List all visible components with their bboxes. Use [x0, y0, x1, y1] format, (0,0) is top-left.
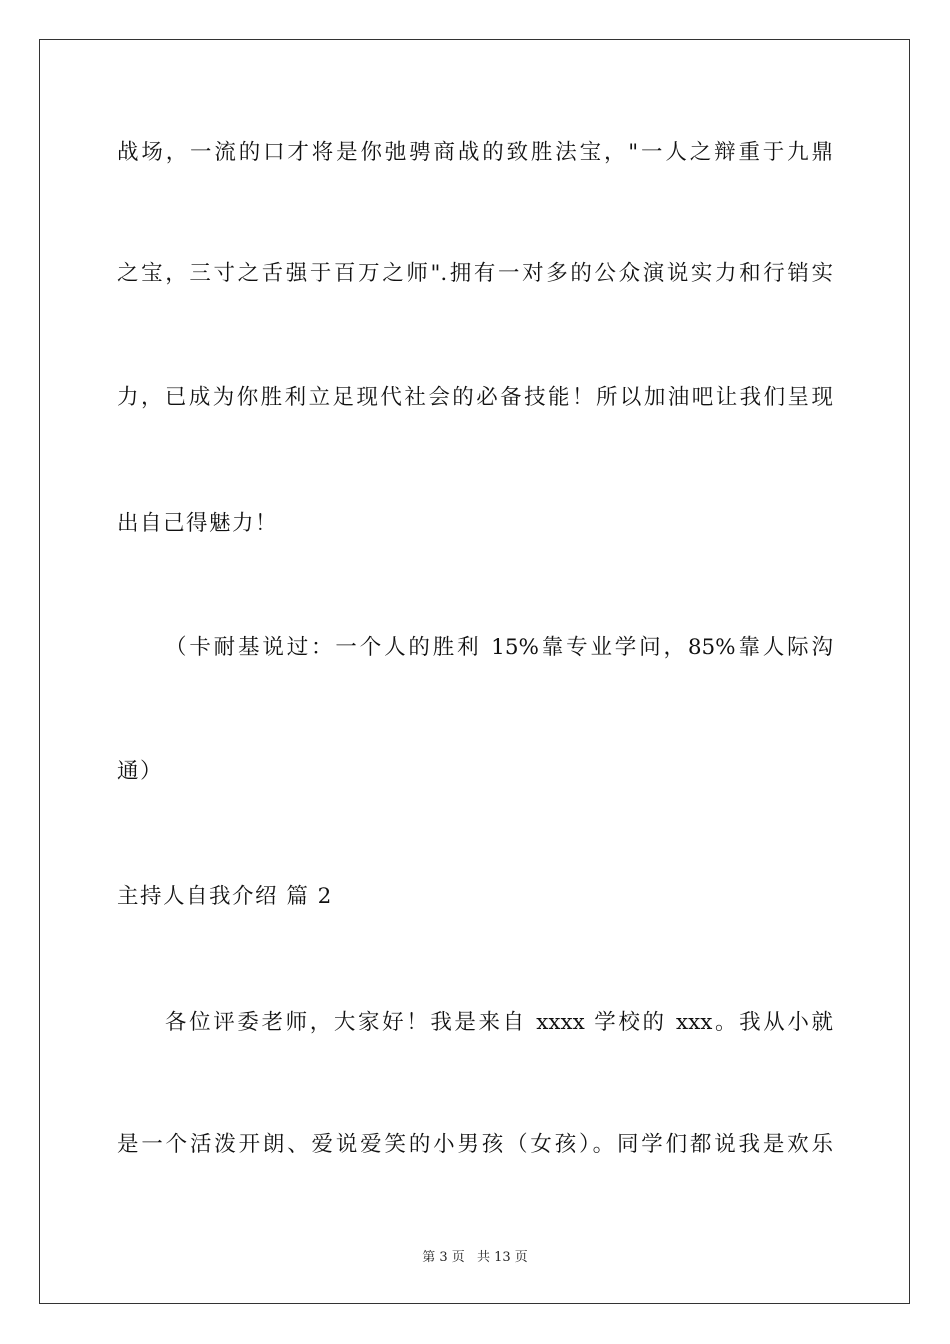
page-total: 共 13 页 — [476, 1250, 528, 1265]
text-line-7: 各位评委老师，大家好！我是来自 xxxx 学校的 xxx。我从小就 — [165, 1010, 833, 1035]
page-number: 第 3 页 — [422, 1250, 465, 1265]
section-heading: 主持人自我介绍 篇 2 — [117, 884, 333, 909]
text-line-6: 通） — [117, 759, 164, 784]
page-border — [39, 39, 910, 1304]
page-footer — [0, 1246, 950, 1265]
text-line-1: 战场，一流的口才将是你弛骋商战的致胜法宝，"一人之辩重于九鼎 — [117, 140, 833, 165]
text-line-3: 力，已成为你胜利立足现代社会的必备技能！所以加油吧让我们呈现 — [117, 385, 833, 410]
text-line-4: 出自己得魅力！ — [117, 511, 279, 536]
text-line-5: （卡耐基说过：一个人的胜利 15%靠专业学问，85%靠人际沟 — [165, 635, 833, 660]
text-line-8: 是一个活泼开朗、爱说爱笑的小男孩（女孩）。同学们都说我是欢乐 — [117, 1132, 833, 1157]
text-line-2: 之宝，三寸之舌强于百万之师".拥有一对多的公众演说实力和行销实 — [117, 261, 833, 286]
